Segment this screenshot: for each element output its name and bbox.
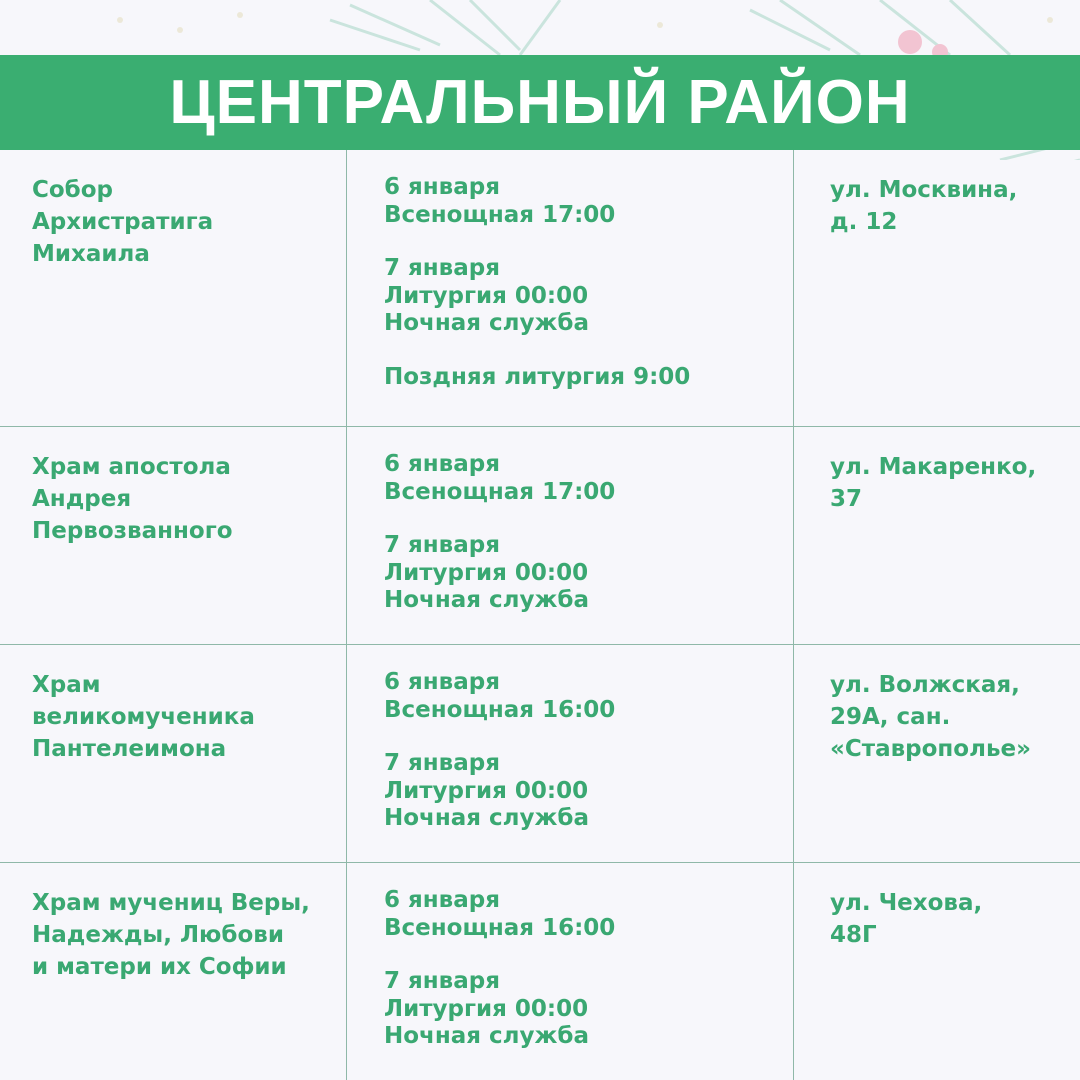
schedule-line: Ночная служба [384, 310, 589, 336]
schedule-cell [346, 427, 793, 644]
address-line: д. 12 [830, 209, 898, 235]
schedule-group [384, 364, 793, 392]
schedule-line: Поздняя литургия 9:00 [384, 363, 691, 390]
schedule-line: Всенощная 17:00 [384, 478, 616, 505]
church-name-line: Архистратига [32, 209, 214, 235]
schedule-group [384, 887, 793, 942]
schedule-line: 7 января [384, 968, 500, 994]
table-row [0, 427, 1080, 645]
church-name-line: Первозванного [32, 518, 233, 544]
church-schedule-table [0, 150, 1080, 1080]
schedule-line: Всенощная 16:00 [384, 696, 616, 723]
church-name-line: Собор [32, 177, 114, 203]
address-cell [793, 645, 1080, 862]
table-row [0, 863, 1080, 1080]
church-name-line: Пантелеимона [32, 736, 227, 762]
page-title: ЦЕНТРАЛЬНЫЙ РАЙОН [169, 68, 911, 137]
schedule-cell [346, 645, 793, 862]
church-name-cell [0, 150, 346, 426]
schedule-cell [346, 863, 793, 1080]
church-name-line: великомученика [32, 704, 255, 730]
schedule-line: Литургия 00:00 [384, 282, 589, 309]
church-name-cell [0, 863, 346, 1080]
schedule-line: 6 января [384, 174, 500, 200]
schedule-line: 6 января [384, 887, 500, 913]
address-line: 48Г [830, 922, 877, 948]
table-row [0, 150, 1080, 427]
church-name-line: Андрея [32, 486, 132, 512]
schedule-line: Литургия 00:00 [384, 995, 589, 1022]
address-cell [793, 427, 1080, 644]
church-name-line: Храм мучениц Веры, [32, 890, 310, 916]
schedule-line: Всенощная 17:00 [384, 201, 616, 228]
church-name-line: и матери их Софии [32, 954, 287, 980]
schedule-line: Литургия 00:00 [384, 559, 589, 586]
schedule-group [384, 255, 793, 338]
schedule-line: Всенощная 16:00 [384, 914, 616, 941]
church-name-cell [0, 427, 346, 644]
schedule-group [384, 532, 793, 615]
schedule-group [384, 968, 793, 1051]
schedule-line: Литургия 00:00 [384, 777, 589, 804]
schedule-line: 6 января [384, 451, 500, 477]
address-line: 29А, сан. [830, 704, 951, 730]
schedule-line: 7 января [384, 750, 500, 776]
schedule-line: 7 января [384, 532, 500, 558]
schedule-group [384, 669, 793, 724]
schedule-cell [346, 150, 793, 426]
address-cell [793, 150, 1080, 426]
church-name-line: Надежды, Любови [32, 922, 284, 948]
church-name-cell [0, 645, 346, 862]
church-name-line: Храм апостола [32, 454, 231, 480]
schedule-group [384, 750, 793, 833]
schedule-line: 6 января [384, 669, 500, 695]
schedule-group [384, 174, 793, 229]
schedule-line: 7 января [384, 255, 500, 281]
address-line: «Ставрополье» [830, 736, 1031, 762]
table-row [0, 645, 1080, 863]
schedule-line: Ночная служба [384, 587, 589, 613]
schedule-group [384, 451, 793, 506]
address-line: ул. Волжская, [830, 672, 1020, 698]
address-line: 37 [830, 486, 863, 512]
church-name-line: Храм [32, 672, 101, 698]
schedule-line: Ночная служба [384, 805, 589, 831]
address-line: ул. Макаренко, [830, 454, 1037, 480]
district-banner [0, 55, 1080, 150]
schedule-line: Ночная служба [384, 1023, 589, 1049]
address-line: ул. Москвина, [830, 177, 1018, 203]
church-name-line: Михаила [32, 241, 150, 267]
address-cell [793, 863, 1080, 1080]
address-line: ул. Чехова, [830, 890, 983, 916]
